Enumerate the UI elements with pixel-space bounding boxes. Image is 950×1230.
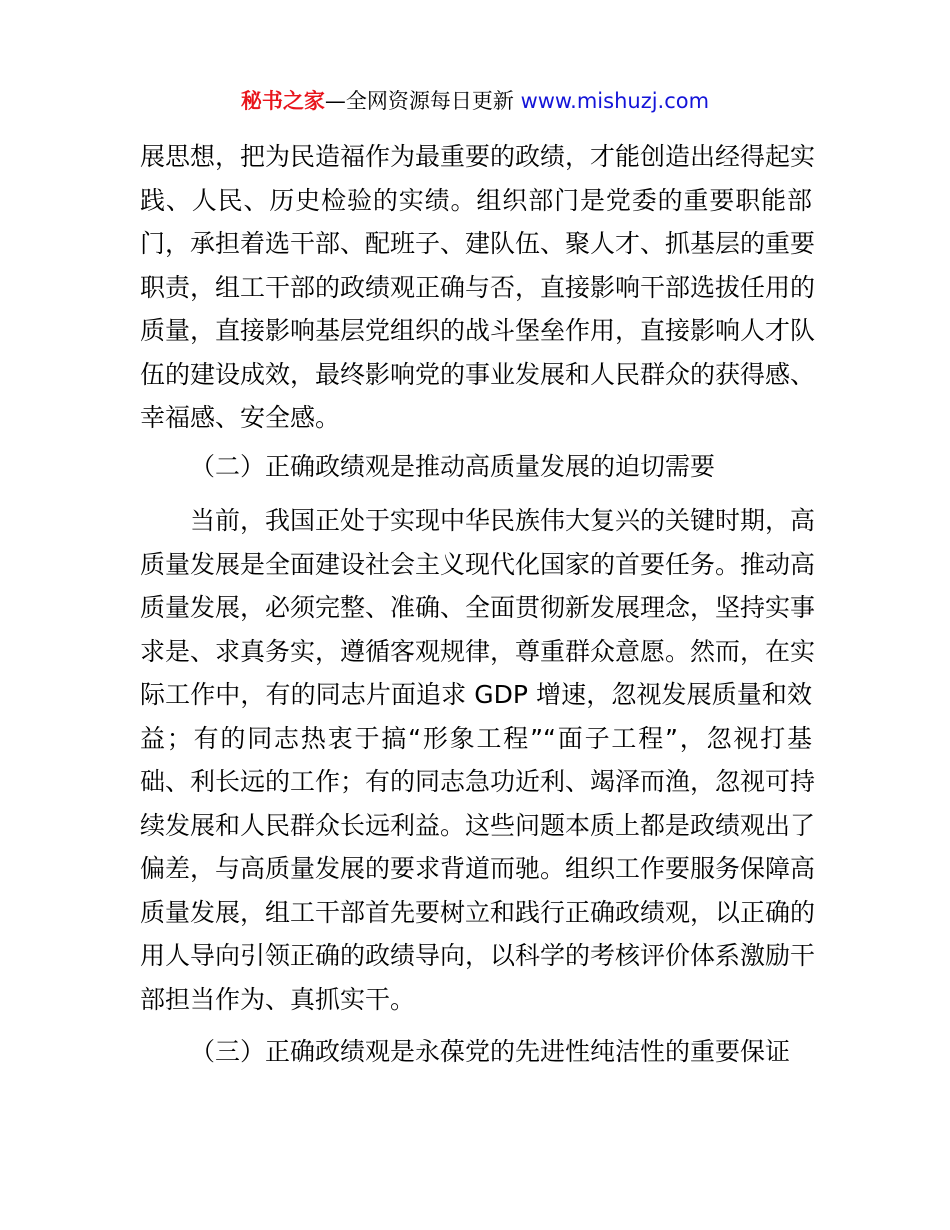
section-heading-2: （二）正确政绩观是推动高质量发展的迫切需要 xyxy=(190,452,716,481)
text-line: 质量，直接影响基层党组织的战斗堡垒作用，直接影响人才队 xyxy=(140,316,816,345)
text-line: 质量发展是全面建设社会主义现代化国家的首要任务。推动高 xyxy=(140,549,816,579)
text-line: 质量发展，必须完整、准确、全面贯彻新发展理念，坚持实事 xyxy=(140,593,816,622)
text-line: 求是、求真务实，遵循客观规律，尊重群众意愿。然而，在实 xyxy=(140,636,816,666)
section-heading-3: （三）正确政绩观是永葆党的先进性纯洁性的重要保证 xyxy=(190,1037,791,1066)
text-line: 用人导向引领正确的政绩导向，以科学的考核评价体系激励干 xyxy=(140,941,816,970)
header-tagline: —全网资源每日更新 xyxy=(324,89,514,113)
brand-name: 秘书之家 xyxy=(240,89,325,113)
text-line: 伍的建设成效，最终影响党的事业发展和人民群众的获得感、 xyxy=(140,359,816,389)
text-line: 职责，组工干部的政绩观正确与否，直接影响干部选拔任用的 xyxy=(140,272,816,302)
paragraph-2 xyxy=(140,499,816,1021)
page-header xyxy=(0,86,950,116)
site-url-link[interactable]: www.mishuzj.com xyxy=(520,89,710,113)
text-line: 当前，我国正处于实现中华民族伟大复兴的关键时期，高 xyxy=(190,506,816,535)
paragraph-1 xyxy=(140,135,816,440)
text-line: 续发展和人民群众长远利益。这些问题本质上都是政绩观出了 xyxy=(140,810,816,840)
text-line: 质量发展，组工干部首先要树立和践行正确政绩观，以正确的 xyxy=(140,897,816,927)
text-line: 践、人民、历史检验的实绩。组织部门是党委的重要职能部 xyxy=(140,185,812,215)
text-line: 幸福感、安全感。 xyxy=(140,403,341,432)
text-line: 门，承担着选干部、配班子、建队伍、聚人才、抓基层的重要 xyxy=(140,229,816,258)
text-line: 益；有的同志热衷于搞“形象工程”“面子工程”，忽视打基 xyxy=(140,723,812,753)
text-line: 部担当作为、真抓实干。 xyxy=(140,984,416,1014)
text-line: 偏差，与高质量发展的要求背道而驰。组织工作要服务保障高 xyxy=(140,854,816,883)
text-line: 展思想，把为民造福作为最重要的政绩，才能创造出经得起实 xyxy=(140,142,816,171)
text-line: 础、利长远的工作；有的同志急功近利、竭泽而渔，忽视可持 xyxy=(140,767,816,796)
text-line: 际工作中，有的同志片面追求 GDP 增速，忽视发展质量和效 xyxy=(140,680,812,709)
